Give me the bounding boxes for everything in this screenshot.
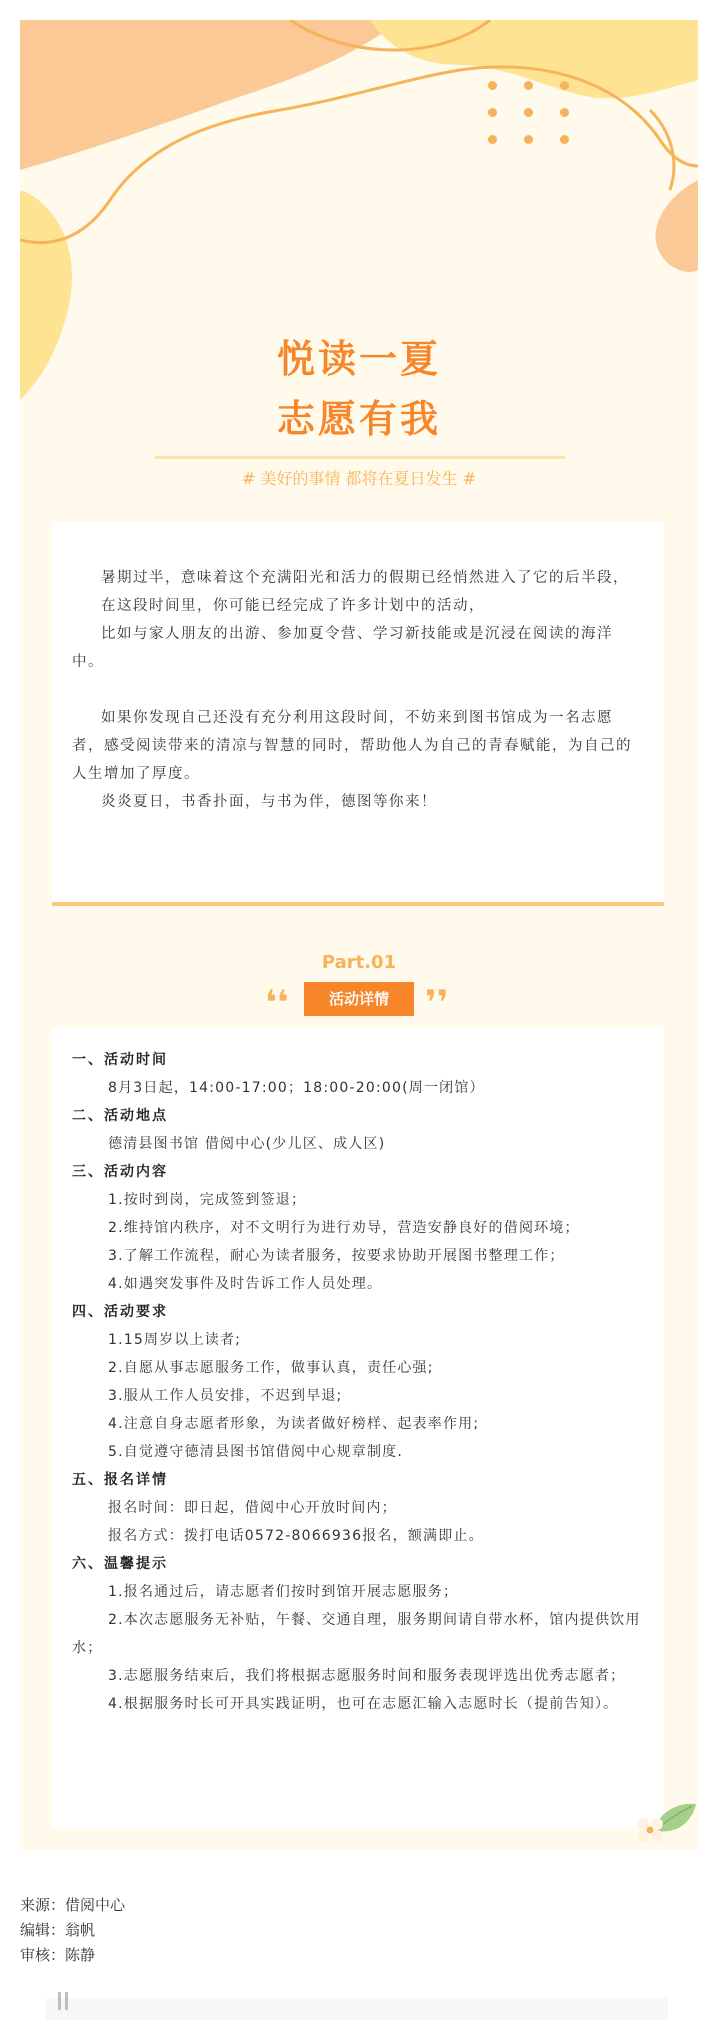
main-title-line2: 志愿有我	[276, 397, 441, 441]
part-label: Part.01	[321, 952, 397, 973]
intro-paragraph: 比如与家人朋友的出游、参加夏令营、学习新技能或是沉浸在阅读的海洋中。	[72, 626, 613, 670]
pause-icon[interactable]	[58, 1992, 70, 2010]
intro-text	[72, 564, 644, 816]
quote-left-icon: ❛❛	[265, 983, 289, 1023]
section-heading: 四、活动要求	[72, 1304, 168, 1320]
leaf-flower-icon	[636, 1800, 696, 1846]
section-heading: 一、活动时间	[72, 1052, 168, 1068]
list-item: 报名时间：即日起，借阅中心开放时间内；	[108, 1500, 397, 1516]
list-item: 1.15周岁以上读者;	[108, 1332, 242, 1348]
editor-credit: 编辑：翁帆	[20, 1921, 96, 1939]
details-text	[72, 1046, 644, 1718]
list-item: 4.根据服务时长可开具实践证明，也可在志愿汇输入志愿时长（提前告知）。	[108, 1696, 619, 1712]
intro-paragraph: 炎炎夏日，书香扑面，与书为伴，德图等你来！	[101, 794, 437, 810]
detail-line: 8月3日起，14:00-17:00；18:00-20:00(周一闭馆）	[108, 1080, 485, 1096]
list-item: 报名方式：拨打电话0572-8066936报名，额满即止。	[108, 1528, 484, 1544]
list-item: 2.本次志愿服务无补贴，午餐、交通自理，服务期间请自带水杯，馆内提供饮用水；	[72, 1612, 641, 1656]
list-item: 4.注意自身志愿者形象，为读者做好榜样、起表率作用;	[108, 1416, 480, 1432]
source-credit: 来源：借阅中心	[20, 1896, 126, 1914]
details-card	[52, 1028, 664, 1828]
list-item: 2.自愿从事志愿服务工作，做事认真，责任心强;	[108, 1360, 434, 1376]
list-item: 4.如遇突发事件及时告诉工作人员处理。	[108, 1276, 383, 1292]
list-item: 1.报名通过后，请志愿者们按时到馆开展志愿服务；	[108, 1584, 459, 1600]
poster	[20, 20, 698, 1850]
intro-paragraph: 暑期过半，意味着这个充满阳光和活力的假期已经悄然进入了它的后半段，	[101, 570, 629, 586]
section-badge: 活动详情	[304, 982, 414, 1016]
list-item: 3.志愿服务结束后，我们将根据志愿服务时间和服务表现评选出优秀志愿者；	[108, 1668, 626, 1684]
section-heading: 三、活动内容	[72, 1164, 168, 1180]
reviewer-credit: 审核：陈静	[20, 1946, 96, 1964]
subtitle: # 美好的事情 都将在夏日发生 #	[241, 469, 477, 488]
title-divider	[155, 456, 565, 459]
credits	[20, 1893, 125, 1968]
list-item: 5.自觉遵守德清县图书馆借阅中心规章制度.	[108, 1444, 404, 1460]
section-heading: 五、报名详情	[72, 1472, 168, 1488]
section-heading: 六、温馨提示	[72, 1556, 168, 1572]
intro-paragraph: 在这段时间里，你可能已经完成了许多计划中的活动，	[101, 598, 485, 614]
quote-right-icon: ❜❜	[425, 983, 449, 1023]
intro-divider	[52, 902, 664, 906]
intro-paragraph: 如果你发现自己还没有充分利用这段时间，不妨来到图书馆成为一名志愿者，感受阅读带来的清凉与智慧的同时，帮助他人为自己的青春赋能，为自己的人生增加了厚度。	[72, 710, 632, 782]
list-item: 1.按时到岗，完成签到签退；	[108, 1192, 307, 1208]
bottom-bar	[46, 1998, 668, 2020]
detail-line: 德清县图书馆 借阅中心(少儿区、成人区)	[108, 1136, 386, 1152]
intro-card	[52, 522, 664, 904]
list-item: 3.了解工作流程，耐心为读者服务，按要求协助开展图书整理工作；	[108, 1248, 565, 1264]
list-item: 2.维持馆内秩序，对不文明行为进行劝导，营造安静良好的借阅环境；	[108, 1220, 580, 1236]
list-item: 3.服从工作人员安排，不迟到早退;	[108, 1388, 343, 1404]
section-heading: 二、活动地点	[72, 1108, 168, 1124]
main-title-line1: 悦读一夏	[276, 337, 441, 381]
